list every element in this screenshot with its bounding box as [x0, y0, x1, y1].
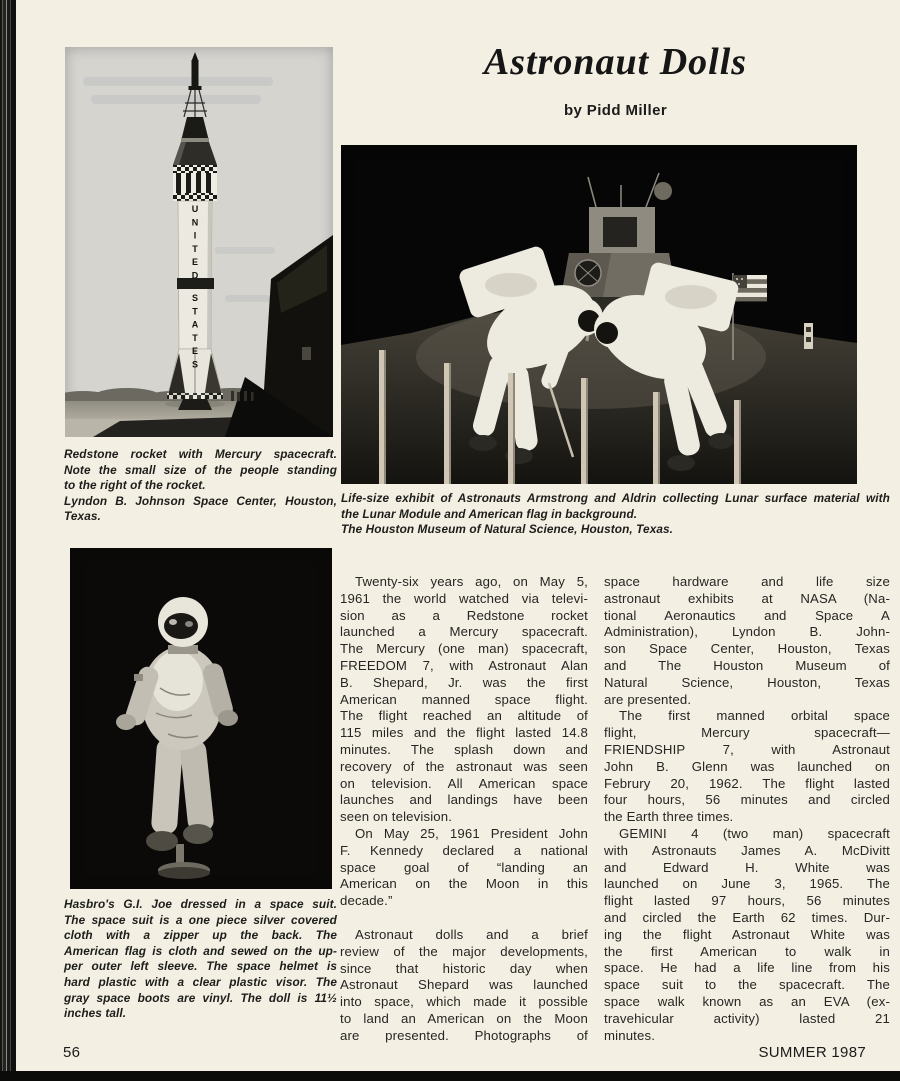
paragraph [604, 826, 890, 1044]
doll-boot-left [146, 831, 178, 851]
text-line: 115 miles and the flight lasted 14.8 [340, 725, 588, 741]
lunar-exhibit-photo [341, 145, 857, 484]
text-line: four hours, 56 minutes and circled [604, 792, 890, 808]
text-line: Administration), Lyndon B. John- [604, 624, 890, 640]
text-line: Astronaut Shepard was launched [340, 977, 588, 993]
text-line: space hardware and life size [604, 574, 890, 589]
caption-line: to the right of the rocket. [64, 478, 206, 493]
article-column-2 [604, 574, 890, 1044]
text-line: review of the major developments, [340, 943, 588, 959]
checkered-adapter [173, 165, 217, 201]
text-line: space goal of “landing an [340, 859, 588, 875]
gi-joe-doll-photo [70, 548, 332, 889]
paragraph [604, 708, 890, 826]
rocket-lettering-united: UNITED [190, 204, 200, 284]
caption-line: the Lunar Module and American flag in background. [341, 506, 638, 521]
text-line: Astronaut dolls and a brief [355, 926, 588, 942]
lunar-photo-caption [341, 491, 890, 538]
caption-line: Redstone rocket with Mercury spacecraft. [64, 447, 337, 461]
text-line: the Earth three times. [604, 809, 734, 825]
text-line: FREEDOM 7, with Astronaut Alan [340, 657, 588, 673]
text-line: are presented. [604, 691, 692, 707]
paragraph [340, 826, 588, 910]
text-line: Februry 20, 1962. The flight lasted [604, 775, 890, 791]
page-title: Astronaut Dolls [483, 41, 748, 83]
text-line: 1961 the world watched via televi- [340, 590, 588, 606]
text-line: sion as a Redstone rocket [340, 607, 588, 623]
paragraph [340, 574, 588, 826]
launch-stand [178, 399, 212, 410]
text-line: GEMINI 4 (two man) spacecraft [619, 825, 890, 841]
rocket-photo-caption [64, 447, 337, 525]
page-number: 56 [63, 1044, 81, 1061]
caption-line: Note the small size of the people standing [64, 462, 337, 477]
doll-figure [116, 597, 238, 851]
text-line: The first manned orbital space [619, 708, 890, 724]
text-line: with Astronauts James A. McDivitt [604, 842, 890, 858]
text-line: The Mercury (one man) spacecraft, [340, 641, 588, 657]
text-line: into space, which made it possible [340, 994, 588, 1010]
text-line: American manned space flight. [340, 691, 588, 707]
text-line: F. Kennedy declared a national [340, 842, 588, 858]
gantry-structure [225, 235, 333, 437]
escape-tower [183, 90, 207, 117]
rocket-photo [65, 47, 333, 437]
text-line: space walk known as an EVA (ex- [604, 993, 890, 1009]
helmet-visor [596, 322, 618, 344]
text-line: flight lasted 97 hours, 56 minutes [604, 893, 890, 909]
doll-illustration [70, 548, 332, 889]
caption-line: per outer left sleeve. The space helmet is [64, 959, 337, 974]
caption-line: Lyndon B. Johnson Space Center, Houston, [64, 493, 337, 508]
text-line: The flight reached an altitude of [340, 708, 588, 724]
issue-label: SUMMER 1987 [758, 1044, 866, 1061]
text-line: Natural Science, Houston, Texas [604, 674, 890, 690]
doll-boot-right [183, 824, 213, 844]
text-line: are presented. Photographs of [340, 1027, 588, 1043]
binding-edge [0, 0, 16, 1081]
small-marker [804, 323, 813, 349]
text-line: and circled the Earth 62 times. Dur- [604, 909, 890, 925]
text-line: John B. Glenn was launched on [604, 758, 890, 774]
text-line: American on the Moon in this [340, 876, 588, 892]
text-line: the first American to walk in [604, 943, 890, 959]
text-line: minutes. The splash down and [340, 741, 588, 757]
text-line: since that historic day when [340, 960, 588, 976]
caption-line: The Houston Museum of Natural Science, Houston, Texas. [341, 522, 674, 537]
article-header [341, 40, 890, 119]
doll-photo-caption [64, 897, 337, 1022]
text-line: launches and landings have been [340, 792, 588, 808]
text-line: ing the flight Astronaut White was [604, 926, 890, 942]
caption-line: cloth with a zipper up the back. The [64, 928, 337, 943]
article-column-1 [340, 574, 588, 1045]
caption-line: gray space boots are vinyl. The doll is 11½ [64, 990, 337, 1005]
caption-line: The space suit is a one piece silver covered [64, 912, 337, 927]
caption-line: hard plastic with a clear plastic visor. The [64, 974, 337, 989]
text-line: Twenty-six years ago, on May 5, [355, 574, 588, 589]
caption-line: inches tall. [64, 1006, 127, 1021]
doll-visor [164, 613, 198, 639]
text-line: and Edward H. White was [604, 859, 890, 875]
caption-line: American flag is cloth and sewed on the up- [64, 943, 337, 958]
text-line: launched a Mercury spacecraft. [340, 624, 588, 640]
text-line: seen on television. [340, 809, 453, 825]
sleeve-flag-patch [134, 674, 143, 681]
paragraph [604, 574, 890, 708]
text-line: FRIENDSHIP 7, with Astronaut [604, 741, 890, 757]
text-line: son Space Center, Houston, Texas [604, 641, 890, 657]
text-line: space suit to the spacecraft. The [604, 977, 890, 993]
text-line: space. He had a life line from his [604, 960, 890, 976]
text-line: and The Houston Museum of [604, 657, 890, 673]
rocket-lettering-states: STATES [190, 293, 200, 373]
text-line: on television. All American space [340, 775, 588, 791]
text-line: flight, Mercury spacecraft— [604, 725, 890, 741]
text-line: decade.” [340, 893, 393, 909]
text-line: travehicular activity) lasted 21 [604, 1010, 890, 1026]
mercury-capsule [181, 117, 209, 141]
paragraph [340, 927, 588, 1045]
caption-line: Hasbro's G.I. Joe dressed in a space suit. [64, 897, 337, 911]
text-line: B. Shepard, Jr. was the first [340, 674, 588, 690]
text-line: launched on June 3, 1965. The [604, 876, 890, 892]
caption-line: Texas. [64, 509, 101, 524]
text-line: to land an American on the Moon [340, 1010, 588, 1026]
text-line: astronaut exhibits at NASA (Na- [604, 590, 890, 606]
caption-line: Life-size exhibit of Astronauts Armstrong and Aldrin collecting Lunar surface material with [341, 491, 890, 505]
text-line: On May 25, 1961 President John [355, 825, 588, 841]
byline: by Pidd Miller [563, 102, 668, 119]
page-bottom-edge [0, 1071, 900, 1081]
text-line: tional Aeronautics and Space A [604, 607, 890, 623]
lunar-exhibit-illustration [341, 145, 857, 484]
text-line: recovery of the astronaut was seen [340, 758, 588, 774]
text-line: minutes. [604, 1027, 656, 1043]
